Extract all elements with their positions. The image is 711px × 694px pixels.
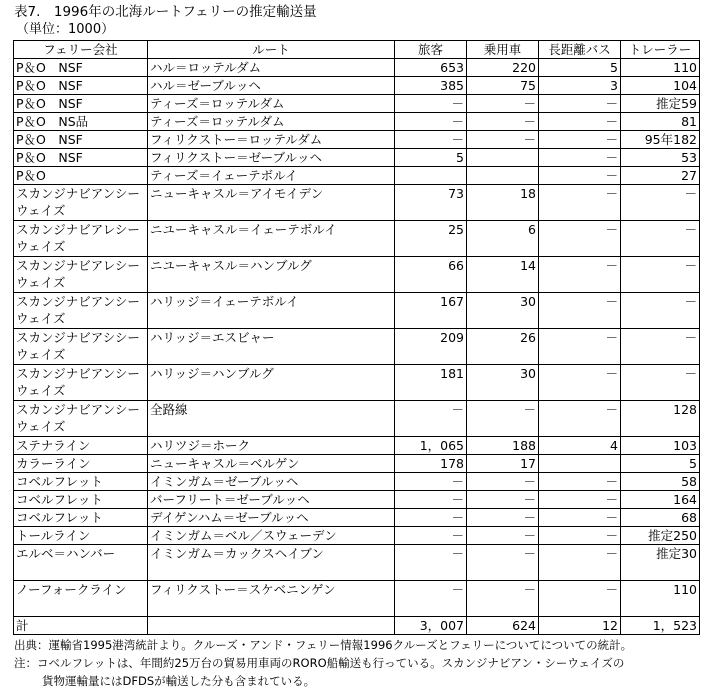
cell-passengers: 178 bbox=[395, 455, 467, 473]
cell-route: ニユーキャスル＝ハンブルグ bbox=[148, 257, 395, 293]
total-row bbox=[14, 617, 700, 635]
cell-route: フィリクストー＝スケベニンゲン bbox=[148, 581, 395, 617]
table-row bbox=[14, 581, 700, 617]
cell-passengers: 181 bbox=[395, 365, 467, 401]
cell-trailers: － bbox=[621, 365, 700, 401]
cell-passengers: 653 bbox=[395, 59, 467, 77]
cell-trailers: 53 bbox=[621, 149, 700, 167]
cell-company: スカンジナビアンシーウェイズ bbox=[14, 293, 148, 329]
note-line-2: 貨物運輸量にはDFDSが輸送した分も含まれている。 bbox=[42, 674, 316, 688]
cell-cars: － bbox=[467, 401, 539, 437]
unit-label: （単位：1000） bbox=[16, 22, 115, 37]
cell-passengers: － bbox=[395, 473, 467, 491]
cell-company: P＆O NSF bbox=[14, 59, 148, 77]
cell-cars: 75 bbox=[467, 77, 539, 95]
cell-route: ハリッジ＝イェーテボルイ bbox=[148, 293, 395, 329]
cell-company: スカンジナビアンシーウェイズ bbox=[14, 365, 148, 401]
cell-route: フィリクストー＝ゼーブルッヘ bbox=[148, 149, 395, 167]
cell-route: イミンガム＝カックスヘイブン bbox=[148, 545, 395, 581]
cell-company: スカンジナビアレシーウェイズ bbox=[14, 257, 148, 293]
cell-route: ティーズ＝ロッテルダム bbox=[148, 113, 395, 131]
cell-route: 全路線 bbox=[148, 401, 395, 437]
cell-coaches: － bbox=[539, 365, 621, 401]
table-row bbox=[14, 59, 700, 77]
header-route: ルート bbox=[148, 41, 395, 59]
cell-cars: 30 bbox=[467, 365, 539, 401]
cell-route: バーフリート＝ゼーブルッヘ bbox=[148, 491, 395, 509]
table-row bbox=[14, 77, 700, 95]
footnotes bbox=[14, 636, 632, 690]
cell-company: P＆O NSF bbox=[14, 77, 148, 95]
cell-trailers: 128 bbox=[621, 401, 700, 437]
table-body bbox=[14, 59, 700, 635]
cell-route: ハル＝ロッテルダム bbox=[148, 59, 395, 77]
cell-coaches: － bbox=[539, 149, 621, 167]
cell-passengers: － bbox=[395, 113, 467, 131]
cell-passengers: － bbox=[395, 509, 467, 527]
table-row bbox=[14, 293, 700, 329]
cell-company: スカンジナビアンシーウェイズ bbox=[14, 401, 148, 437]
cell-coaches: － bbox=[539, 95, 621, 113]
header-trailers: トレーラー bbox=[621, 41, 700, 59]
cell-coaches: － bbox=[539, 113, 621, 131]
cell-route: ハリッジ＝ハンブルグ bbox=[148, 365, 395, 401]
cell-passengers: － bbox=[395, 545, 467, 581]
cell-cars bbox=[467, 167, 539, 185]
table-row bbox=[14, 365, 700, 401]
table-row bbox=[14, 455, 700, 473]
cell-cars: 17 bbox=[467, 455, 539, 473]
table-row bbox=[14, 167, 700, 185]
cell-coaches: － bbox=[539, 329, 621, 365]
cell-coaches: 4 bbox=[539, 437, 621, 455]
cell-coaches: － bbox=[539, 473, 621, 491]
total-cell-trailers: 1，523 bbox=[621, 617, 700, 635]
cell-passengers: － bbox=[395, 401, 467, 437]
cell-coaches: － bbox=[539, 581, 621, 617]
cell-route: イミンガム＝ベル／スウェーデン bbox=[148, 527, 395, 545]
cell-route: フィリクストー＝ロッテルダム bbox=[148, 131, 395, 149]
cell-passengers: 66 bbox=[395, 257, 467, 293]
cell-trailers: 104 bbox=[621, 77, 700, 95]
table-row bbox=[14, 221, 700, 257]
total-cell-cars: 624 bbox=[467, 617, 539, 635]
cell-coaches: － bbox=[539, 257, 621, 293]
header-cars: 乗用車 bbox=[467, 41, 539, 59]
cell-trailers: 110 bbox=[621, 581, 700, 617]
table-row bbox=[14, 257, 700, 293]
cell-route: ハリッジ＝エスビャー bbox=[148, 329, 395, 365]
cell-company: カラーライン bbox=[14, 455, 148, 473]
cell-trailers: 164 bbox=[621, 491, 700, 509]
cell-trailers: 110 bbox=[621, 59, 700, 77]
cell-passengers: 5 bbox=[395, 149, 467, 167]
cell-cars: － bbox=[467, 95, 539, 113]
cell-trailers: 推定59 bbox=[621, 95, 700, 113]
cell-coaches: － bbox=[539, 293, 621, 329]
ferry-transport-table bbox=[13, 40, 700, 635]
cell-passengers: 1，065 bbox=[395, 437, 467, 455]
table-row bbox=[14, 185, 700, 221]
source-note: 出典：運輸省1995港湾統計より。クルーズ・アンド・フェリー情報1996クルーズとフェリーについてについての統計。 bbox=[14, 638, 633, 652]
cell-passengers: － bbox=[395, 581, 467, 617]
cell-trailers: － bbox=[621, 257, 700, 293]
cell-company: スカンジナビアレシーウェイズ bbox=[14, 221, 148, 257]
cell-route: ティーズ＝イェーテボルイ bbox=[148, 167, 395, 185]
cell-coaches: － bbox=[539, 167, 621, 185]
table-row bbox=[14, 113, 700, 131]
cell-trailers: 103 bbox=[621, 437, 700, 455]
cell-cars: 18 bbox=[467, 185, 539, 221]
cell-cars: 188 bbox=[467, 437, 539, 455]
cell-company: スカンジナビアシシーウェイズ bbox=[14, 329, 148, 365]
cell-passengers: － bbox=[395, 527, 467, 545]
cell-cars: － bbox=[467, 509, 539, 527]
cell-company: P＆O NSF bbox=[14, 131, 148, 149]
cell-route: ハル＝ゼーブルッヘ bbox=[148, 77, 395, 95]
total-cell-route bbox=[148, 617, 395, 635]
table-row bbox=[14, 509, 700, 527]
cell-coaches: － bbox=[539, 185, 621, 221]
cell-coaches: － bbox=[539, 527, 621, 545]
header-passengers: 旅客 bbox=[395, 41, 467, 59]
cell-route: イミンガム＝ゼーブルッヘ bbox=[148, 473, 395, 491]
cell-coaches: － bbox=[539, 491, 621, 509]
cell-company: P＆O NSF bbox=[14, 149, 148, 167]
cell-route: ニューキャスル＝アイモイデン bbox=[148, 185, 395, 221]
cell-company: コベルフレット bbox=[14, 473, 148, 491]
cell-cars: － bbox=[467, 581, 539, 617]
cell-coaches: 3 bbox=[539, 77, 621, 95]
cell-trailers: 推定250 bbox=[621, 527, 700, 545]
cell-cars: － bbox=[467, 131, 539, 149]
total-cell-company: 計 bbox=[14, 617, 148, 635]
table-row bbox=[14, 149, 700, 167]
table-title: 表7. 1996年の北海ルートフェリーの推定輸送量 bbox=[14, 4, 317, 20]
cell-trailers: － bbox=[621, 293, 700, 329]
cell-trailers: 58 bbox=[621, 473, 700, 491]
table-row bbox=[14, 95, 700, 113]
header-company: フェリー会社 bbox=[14, 41, 148, 59]
cell-passengers: 167 bbox=[395, 293, 467, 329]
cell-route: デイゲンハム＝ゼーブルッヘ bbox=[148, 509, 395, 527]
table-row bbox=[14, 437, 700, 455]
cell-passengers: － bbox=[395, 491, 467, 509]
cell-route: ティーズ＝ロッテルダム bbox=[148, 95, 395, 113]
cell-trailers: 95年182 bbox=[621, 131, 700, 149]
cell-company: コベルフレット bbox=[14, 491, 148, 509]
cell-route: ハリツジ＝ホーク bbox=[148, 437, 395, 455]
cell-company: P＆O NSF bbox=[14, 95, 148, 113]
cell-cars: 6 bbox=[467, 221, 539, 257]
cell-company: コベルフレット bbox=[14, 509, 148, 527]
cell-coaches bbox=[539, 455, 621, 473]
total-cell-passengers: 3，007 bbox=[395, 617, 467, 635]
cell-route: ニユーキャスル＝イェーテボルイ bbox=[148, 221, 395, 257]
table-row bbox=[14, 329, 700, 365]
cell-trailers: 27 bbox=[621, 167, 700, 185]
cell-coaches: － bbox=[539, 131, 621, 149]
cell-trailers: 推定30 bbox=[621, 545, 700, 581]
header-row bbox=[14, 41, 700, 59]
table-row bbox=[14, 545, 700, 581]
cell-route: ニューキャスル＝ベルゲン bbox=[148, 455, 395, 473]
cell-cars: － bbox=[467, 527, 539, 545]
cell-passengers: 209 bbox=[395, 329, 467, 365]
cell-cars: － bbox=[467, 491, 539, 509]
cell-cars: 14 bbox=[467, 257, 539, 293]
cell-passengers: 385 bbox=[395, 77, 467, 95]
cell-passengers bbox=[395, 167, 467, 185]
cell-passengers: 25 bbox=[395, 221, 467, 257]
cell-passengers: － bbox=[395, 131, 467, 149]
cell-coaches: － bbox=[539, 545, 621, 581]
cell-trailers: 5 bbox=[621, 455, 700, 473]
cell-cars: 30 bbox=[467, 293, 539, 329]
header-coaches: 長距離バス bbox=[539, 41, 621, 59]
table-row bbox=[14, 527, 700, 545]
cell-company: ノーフォークライン bbox=[14, 581, 148, 617]
cell-coaches: － bbox=[539, 221, 621, 257]
cell-company: トールライン bbox=[14, 527, 148, 545]
cell-trailers: － bbox=[621, 185, 700, 221]
cell-trailers: － bbox=[621, 221, 700, 257]
cell-passengers: － bbox=[395, 95, 467, 113]
cell-company: P＆O NS品 bbox=[14, 113, 148, 131]
cell-trailers: 68 bbox=[621, 509, 700, 527]
cell-cars: － bbox=[467, 113, 539, 131]
cell-coaches: 5 bbox=[539, 59, 621, 77]
cell-passengers: 73 bbox=[395, 185, 467, 221]
cell-company: P＆O bbox=[14, 167, 148, 185]
table-row bbox=[14, 491, 700, 509]
table-row bbox=[14, 131, 700, 149]
table-row bbox=[14, 401, 700, 437]
cell-trailers: － bbox=[621, 329, 700, 365]
cell-company: ステナライン bbox=[14, 437, 148, 455]
note-line-1: 注：コベルフレットは、年間約25万台の貿易用車両のRORO船輸送も行っている。スカンジナビアン・シーウェイズの bbox=[14, 656, 625, 670]
table-row bbox=[14, 473, 700, 491]
cell-coaches: － bbox=[539, 509, 621, 527]
cell-cars: － bbox=[467, 473, 539, 491]
cell-company: エルベ＝ハンバー bbox=[14, 545, 148, 581]
cell-coaches: － bbox=[539, 401, 621, 437]
cell-company: スカンジナビアンシーウェイズ bbox=[14, 185, 148, 221]
cell-cars: 220 bbox=[467, 59, 539, 77]
cell-cars: 26 bbox=[467, 329, 539, 365]
cell-trailers: 81 bbox=[621, 113, 700, 131]
total-cell-coaches: 12 bbox=[539, 617, 621, 635]
cell-cars bbox=[467, 149, 539, 167]
cell-cars: － bbox=[467, 545, 539, 581]
